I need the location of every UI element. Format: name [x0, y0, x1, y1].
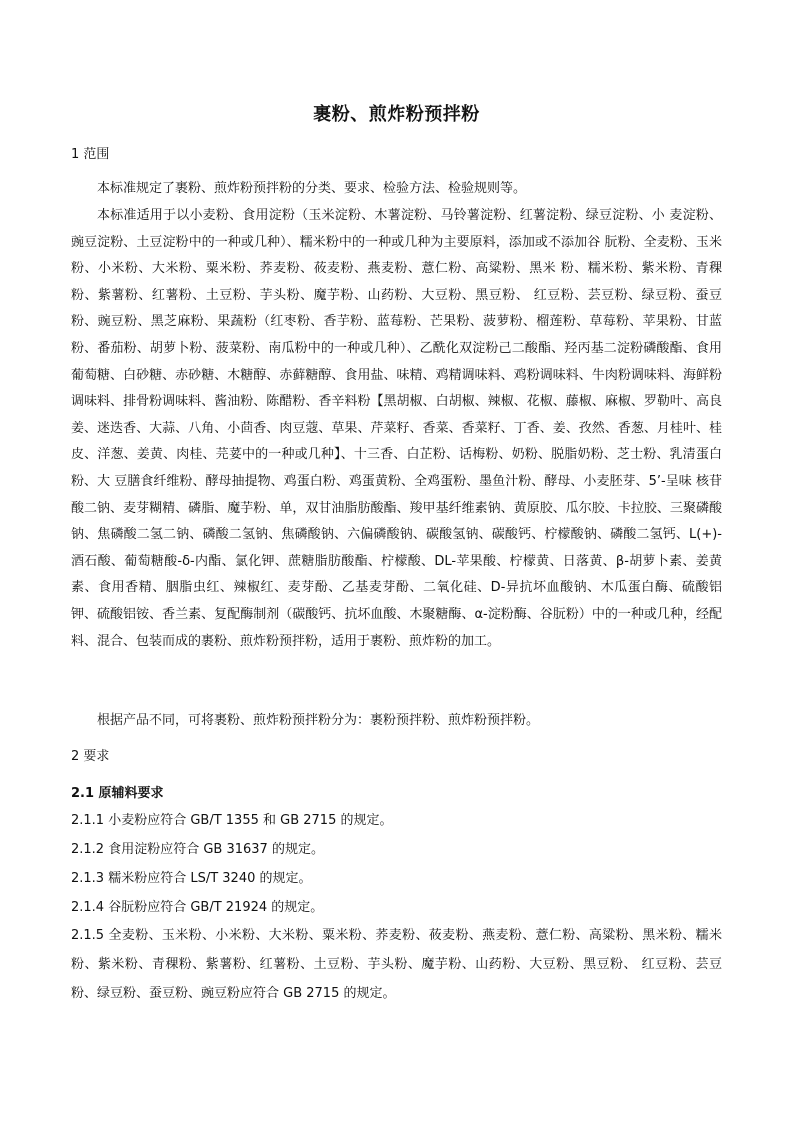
requirement-item: 2.1.1 小麦粉应符合 GB/T 1355 和 GB 2715 的规定。	[71, 813, 393, 828]
scope-paragraph-1: 本标准规定了裹粉、煎炸粉预拌粉的分类、要求、检验方法、检验规则等。	[97, 181, 527, 196]
section-2-heading: 2 要求	[71, 749, 110, 764]
requirement-item: 2.1.2 食用淀粉应符合 GB 31637 的规定。	[71, 842, 324, 857]
section-1-heading: 1 范围	[71, 147, 110, 162]
requirement-item: 2.1.5 全麦粉、玉米粉、小米粉、大米粉、粟米粉、荞麦粉、莜麦粉、燕麦粉、薏仁粉、高粱粉、黑米粉、糯米粉、紫米粉、青稞粉、紫薯粉、红薯粉、土豆粉、芋头粉、魔芋粉、山药粉、大豆粉、黑豆粉、 红豆粉、芸豆粉、绿豆粉、蚕豆粉、豌豆粉应符合 GB 2715 的规定。	[71, 928, 722, 1001]
scope-paragraph-2: 本标准适用于以小麦粉、食用淀粉（玉米淀粉、木薯淀粉、马铃薯淀粉、红薯淀粉、绿豆淀粉、小 麦淀粉、豌豆淀粉、土豆淀粉中的一种或几种）、糯米粉中的一种或几种为主要原料，添加或不添加谷 朊粉、全麦粉、玉米粉、小米粉、大米粉、粟米粉、荞麦粉、莜麦粉、燕麦粉、薏仁粉、高粱粉、黑米 粉、糯米粉、紫米粉、青稞粉、紫薯粉、红薯粉、土豆粉、芋头粉、魔芋粉、山药粉、大豆粉、黑豆粉、 红豆粉、芸豆粉、绿豆粉、蚕豆粉、豌豆粉、黑芝麻粉、果蔬粉（红枣粉、香芋粉、蓝莓粉、芒果粉、菠萝粉、榴莲粉、草莓粉、苹果粉、甘蓝粉、番茄粉、胡萝卜粉、菠菜粉、南瓜粉中的一种或几种）、乙酰化双淀粉己二酸酯、羟丙基二淀粉磷酸酯、食用葡萄糖、白砂糖、赤砂糖、木糖醇、赤藓糖醇、食用盐、味精、鸡精调味料、鸡粉调味料、牛肉粉调味料、海鲜粉调味料、排骨粉调味料、酱油粉、陈醋粉、香辛料粉【黑胡椒、白胡椒、辣椒、花椒、藤椒、麻椒、罗勒叶、高良姜、迷迭香、大蒜、八角、小茴香、肉豆蔻、草果、芹菜籽、香菜、香菜籽、丁香、姜、孜然、香葱、月桂叶、桂皮、洋葱、姜黄、肉桂、芫荽中的一种或几种】、十三香、白芷粉、话梅粉、奶粉、脱脂奶粉、芝士粉、乳清蛋白粉、大 豆膳食纤维粉、酵母抽提物、鸡蛋白粉、鸡蛋黄粉、全鸡蛋粉、墨鱼汁粉、酵母、小麦胚芽、5’-呈味 核苷酸二钠、麦芽糊精、磷脂、魔芋粉、单，双甘油脂肪酸酯、羧甲基纤维素钠、黄原胶、瓜尔胶、卡拉胶、三聚磷酸钠、焦磷酸二氢二钠、磷酸二氢钠、焦磷酸钠、六偏磷酸钠、碳酸氢钠、碳酸钙、柠檬酸钠、磷酸二氢钙、L(+)-酒石酸、葡萄糖酸-δ-内酯、氯化钾、蔗糖脂肪酸酯、柠檬酸、DL-苹果酸、柠檬黄、日落黄、β-胡萝卜素、姜黄素、食用香精、胭脂虫红、辣椒红、麦芽酚、乙基麦芽酚、二氧化硅、D-异抗坏血酸钠、木瓜蛋白酶、硫酸铝钾、硫酸铝铵、香兰素、复配酶制剂（碳酸钙、抗坏血酸、木聚糖酶、α-淀粉酶、谷朊粉）中的一种或几种，经配料、混合、包装而成的裹粉、煎炸粉预拌粉，适用于裹粉、煎炸粉的加工。	[71, 208, 722, 649]
document-title: 裹粉、煎炸粉预拌粉	[313, 104, 480, 125]
scope-paragraph-3: 根据产品不同，可将裹粉、煎炸粉预拌粉分为：裹粉预拌粉、煎炸粉预拌粉。	[97, 713, 540, 728]
requirement-item: 2.1.3 糯米粉应符合 LS/T 3240 的规定。	[71, 871, 312, 886]
requirement-item: 2.1.4 谷朊粉应符合 GB/T 21924 的规定。	[71, 900, 324, 915]
section-2-1-heading: 2.1 原辅料要求	[71, 786, 164, 801]
